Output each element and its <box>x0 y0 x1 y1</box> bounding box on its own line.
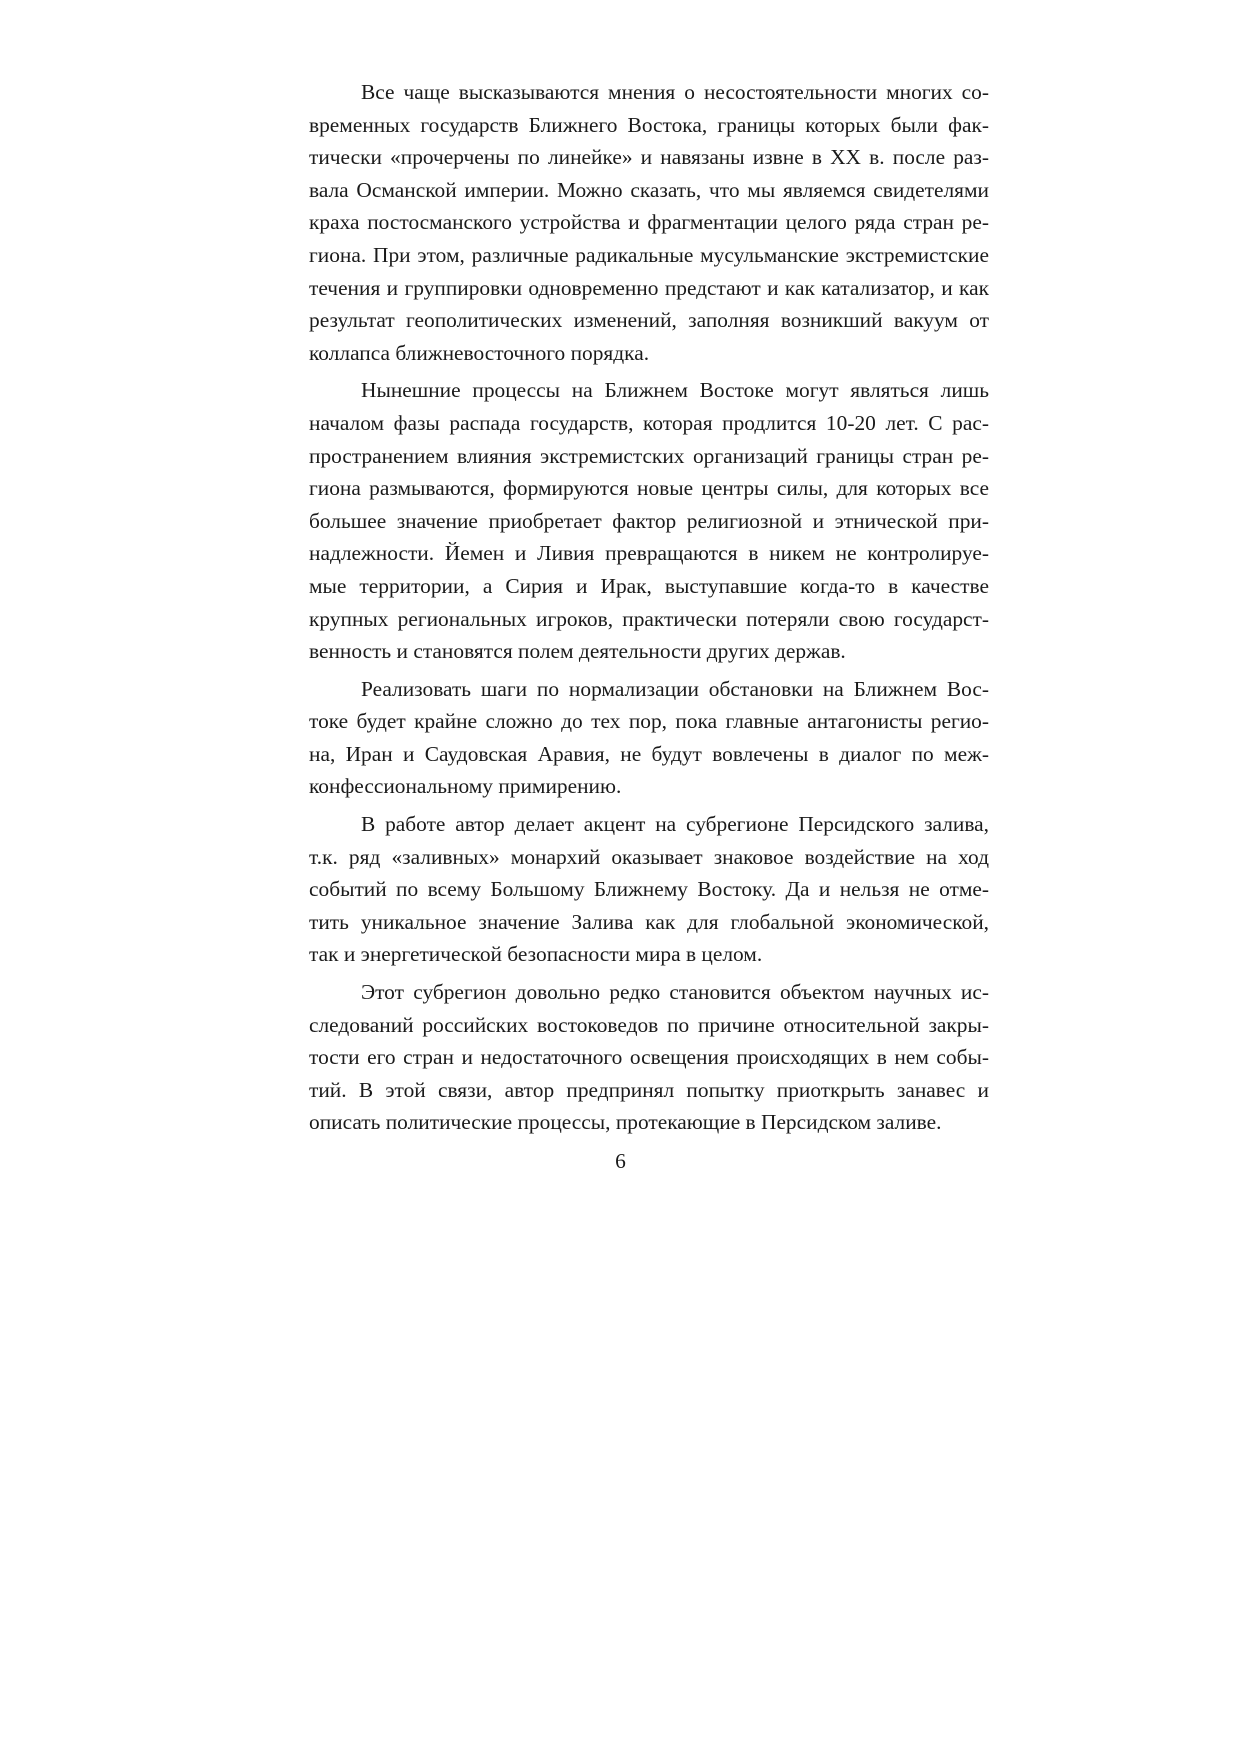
paragraph <box>309 673 989 803</box>
text-line: крупных региональных игроков, практически потеряли свою государст- <box>309 606 989 631</box>
text-line: гиона размываются, формируются новые центры силы, для которых все <box>309 476 989 501</box>
text-line: Реализовать шаги по нормализации обстановки на Ближнем Вос- <box>361 676 989 701</box>
text-line: пространением влияния экстремистских организаций границы стран ре- <box>309 443 989 468</box>
text-line: Все чаще высказываются мнения о несостоятельности многих со- <box>361 80 989 104</box>
body-text <box>309 76 989 1139</box>
text-line: началом фазы распада государств, которая продлится 10-20 лет. С рас- <box>309 410 989 435</box>
text-line: тости его стран и недостаточного освещения происходящих в нем собы- <box>309 1045 989 1070</box>
text-line: временных государств Ближнего Востока, границы которых были фак- <box>309 112 989 137</box>
text-line: надлежности. Йемен и Ливия превращаются в никем не контролируе- <box>309 541 989 566</box>
text-line: т.к. ряд «заливных» монархий оказывает знаковое воздействие на ход <box>309 844 989 869</box>
text-line: тий. В этой связи, автор предпринял попытку приоткрыть занавес и <box>309 1077 989 1102</box>
text-line: Этот субрегион довольно редко становится объектом научных ис- <box>361 980 989 1005</box>
text-line: коллапса ближневосточного порядка. <box>309 340 650 365</box>
text-line: следований российских востоковедов по причине относительной закры- <box>309 1012 989 1037</box>
text-line: Нынешние процессы на Ближнем Востоке могут являться лишь <box>361 378 989 403</box>
paragraph <box>309 976 989 1139</box>
text-line: так и энергетической безопасности мира в целом. <box>309 942 763 967</box>
text-line: на, Иран и Саудовская Аравия, не будут вовлечены в диалог по меж- <box>309 741 989 766</box>
text-line: конфессиональному примирению. <box>309 774 622 799</box>
text-line: вала Османской империи. Можно сказать, что мы являемся свидетелями <box>309 177 989 202</box>
text-line: краха постосманского устройства и фрагментации целого ряда стран ре- <box>309 210 989 235</box>
paragraph <box>309 76 989 369</box>
paragraph <box>309 374 989 667</box>
paragraph <box>309 808 989 971</box>
text-line: тически «прочерчены по линейке» и навязаны извне в XX в. после раз- <box>309 145 989 170</box>
page-number: 6 <box>615 1149 626 1173</box>
text-line: венность и становятся полем деятельности других держав. <box>309 639 846 664</box>
text-line: гиона. При этом, различные радикальные мусульманские экстремистские <box>309 242 989 267</box>
text-line: событий по всему Большому Ближнему Востоку. Да и нельзя не отме- <box>309 877 989 902</box>
text-line: результат геополитических изменений, заполняя возникший вакуум от <box>309 308 989 333</box>
text-line: большее значение приобретает фактор религиозной и этнической при- <box>309 508 989 533</box>
text-line: тить уникальное значение Залива как для глобальной экономической, <box>309 909 989 934</box>
text-line: мые территории, а Сирия и Ирак, выступавшие когда-то в качестве <box>309 573 989 598</box>
text-line: описать политические процессы, протекающие в Персидском заливе. <box>309 1110 942 1135</box>
text-line: В работе автор делает акцент на субрегионе Персидского залива, <box>361 812 989 837</box>
text-line: течения и группировки одновременно предстают и как катализатор, и как <box>309 275 989 300</box>
text-line: токе будет крайне сложно до тех пор, пока главные антагонисты регио- <box>309 709 989 734</box>
